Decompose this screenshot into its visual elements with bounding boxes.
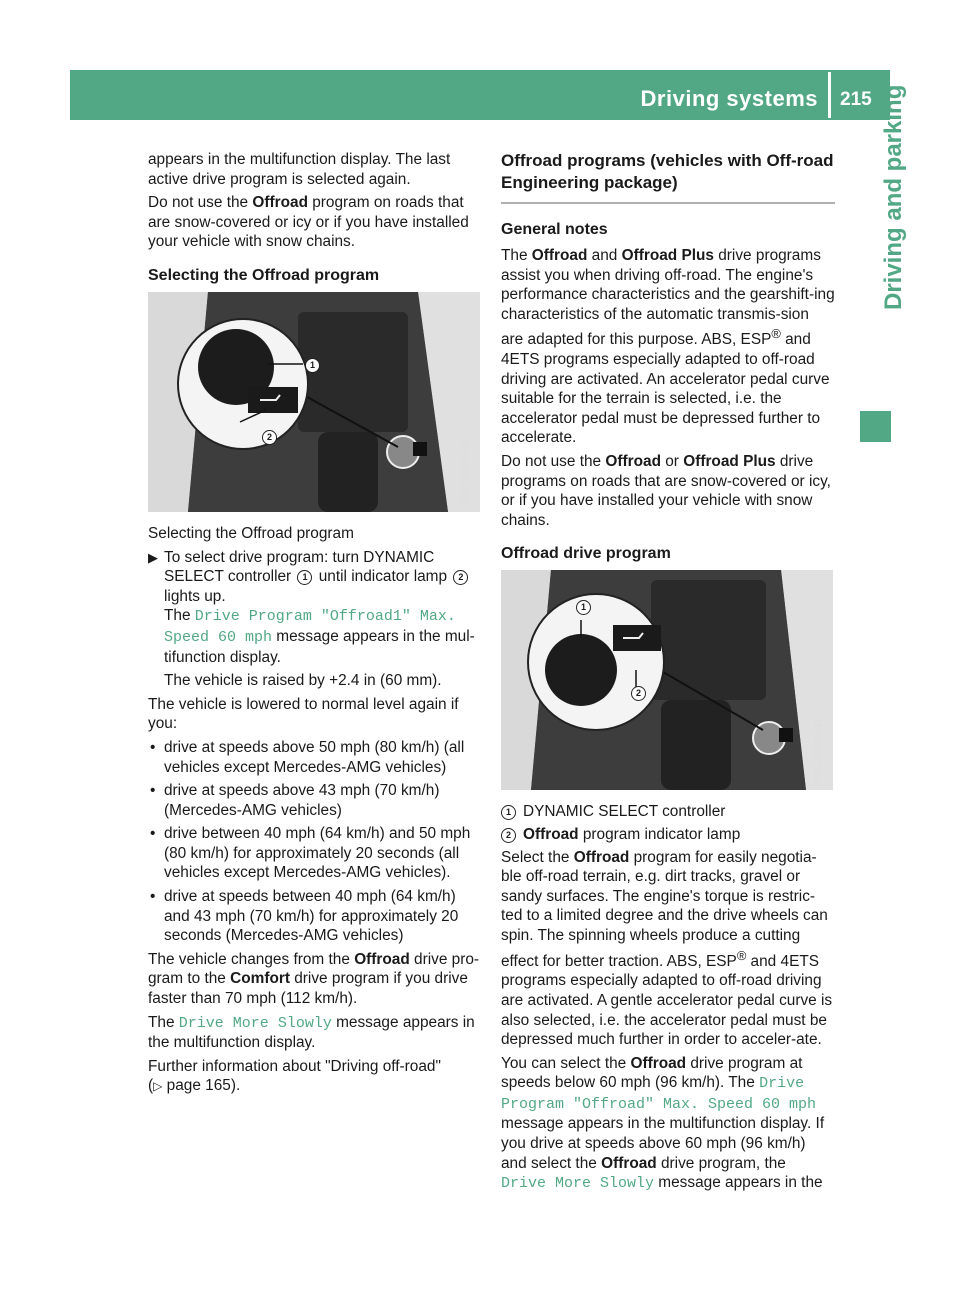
do-not-use-paragraph: Do not use the Offroad or Offroad Plus drive programs on roads that are snow-covered or icy, or if you have installed your vehicle with snow chains. xyxy=(501,453,831,529)
general-notes-paragraph: The Offroad and Offroad Plus drive programs assist you when driving off-road. The engine's performance characteristics and the gearshift-ing characteristics of the automatic transmis-sion are adapted for this purpose. ABS, ESP® and 4ETS programs especially adapted to off-road driving are activated. An accelerator pedal curve suitable for the terrain is selected, i.e. the accelerator pedal must be depressed further to accelerate. xyxy=(501,247,835,447)
figure-selecting-offroad xyxy=(148,292,480,512)
display-message-offroad1: Drive Program "Offroad1" Max. Speed 60 mph xyxy=(164,608,456,646)
header-divider xyxy=(828,72,831,118)
figure2-callout-2: 2 xyxy=(631,686,646,701)
figure-caption: Selecting the Offroad program xyxy=(148,524,354,542)
console-illustration xyxy=(148,292,480,512)
display-message-slow-2: Drive More Slowly xyxy=(501,1175,655,1193)
display-message-slow: Drive More Slowly xyxy=(178,1014,332,1032)
figure-offroad-program xyxy=(501,570,833,790)
side-tab-marker xyxy=(860,411,891,442)
display-message-offroad: Drive Program "Offroad" Max. Speed 60 mph xyxy=(501,1075,817,1113)
select-offroad-paragraph: Select the Offroad program for easily negotia-ble off-road terrain, e.g. dirt tracks, gravel or sandy surfaces. The engine's torque is restric-ted to a limited degree and the drive wheels can spin. The spinning wheels produce a cutting effect for better traction. ABS, ESP® and 4ETS programs especially adapted to off-road driving are activated. A gentle accelerator pedal curve is also selected, i.e. the accelerator pedal must be depressed much further in order to acceler-ate. xyxy=(501,848,833,1049)
raised-note: The vehicle is raised by +2.4 in (60 mm). xyxy=(164,672,442,690)
list-item: • drive at speeds above 50 mph (80 km/h) (all vehicles except Mercedes-AMG vehicles) xyxy=(150,738,465,776)
heading-offroad-drive-program: Offroad drive program xyxy=(501,545,671,563)
figure-code-2: P54.25-9876-31 xyxy=(813,717,824,783)
step-arrow-icon: ▶ xyxy=(148,549,158,565)
section-divider xyxy=(501,202,835,204)
heading-general-notes: General notes xyxy=(501,221,608,238)
left-column xyxy=(148,150,482,1101)
program-change-paragraph: The vehicle changes from the Offroad drive pro-gram to the Comfort drive program if you drive faster than 70 mph (112 km/h). xyxy=(148,950,480,1008)
console-illustration-2 xyxy=(501,570,833,790)
intro-paragraph: appears in the multifunction display. The last active drive program is selected again. xyxy=(148,151,451,188)
page-number: 215 xyxy=(840,89,872,110)
list-item: • drive at speeds between 40 mph (64 km/h) and 43 mph (70 km/h) for approximately 20 seconds (Mercedes-AMG vehicles) xyxy=(150,888,459,945)
page-reference-link[interactable]: page 165). xyxy=(166,1077,241,1095)
slow-message-paragraph: The Drive More Slowly message appears in the multifunction display. xyxy=(148,1013,475,1052)
page-ref-arrow-icon: ▷ xyxy=(153,1079,163,1094)
figure-code: P54.25-9875-31 xyxy=(460,439,471,504)
section-title: Offroad programs (vehicles with Off-road Engineering package) xyxy=(501,151,834,192)
warning-paragraph: Do not use the Offroad program on roads that are snow-covered or icy or if you have installed your vehicle with snow chains. xyxy=(148,194,469,251)
side-tab-label: Driving and parking xyxy=(880,84,907,310)
legend-item-1: 1 DYNAMIC SELECT controller xyxy=(501,802,835,822)
header-title: Driving systems xyxy=(640,86,818,111)
further-info: Further information about "Driving off-road" (▷ page 165). xyxy=(148,1057,441,1095)
instruction-step: ▶ To select drive program: turn DYNAMIC SELECT controller 1 until indicator lamp 2 lights up. The Drive Program "Offroad1" Max. Speed 60 mph message appears in the mul-tifunction display. xyxy=(148,548,475,666)
speed-limit-paragraph: You can select the Offroad drive program at speeds below 60 mph (96 km/h). The Drive Program "Offroad" Max. Speed 60 mph message appears in the multifunction display. If you drive at speeds above 60 mph (96 km/h) and select the Offroad drive program, the Drive More Slowly message appears in the xyxy=(501,1054,825,1193)
list-item: • drive at speeds above 43 mph (70 km/h) (Mercedes-AMG vehicles) xyxy=(150,782,440,819)
right-column xyxy=(501,150,835,1198)
figure-callout-2: 2 xyxy=(262,430,277,445)
list-item: • drive between 40 mph (64 km/h) and 50 mph (80 km/h) for approximately 20 seconds (all vehicles except Mercedes-AMG vehicles). xyxy=(150,825,471,882)
heading-selecting-offroad: Selecting the Offroad program xyxy=(148,266,380,284)
legend-item-2: 2 Offroad program indicator lamp xyxy=(501,825,835,845)
lowered-intro: The vehicle is lowered to normal level again if you: xyxy=(148,695,459,733)
figure2-callout-1: 1 xyxy=(576,600,591,615)
figure-callout-1: 1 xyxy=(305,358,320,373)
